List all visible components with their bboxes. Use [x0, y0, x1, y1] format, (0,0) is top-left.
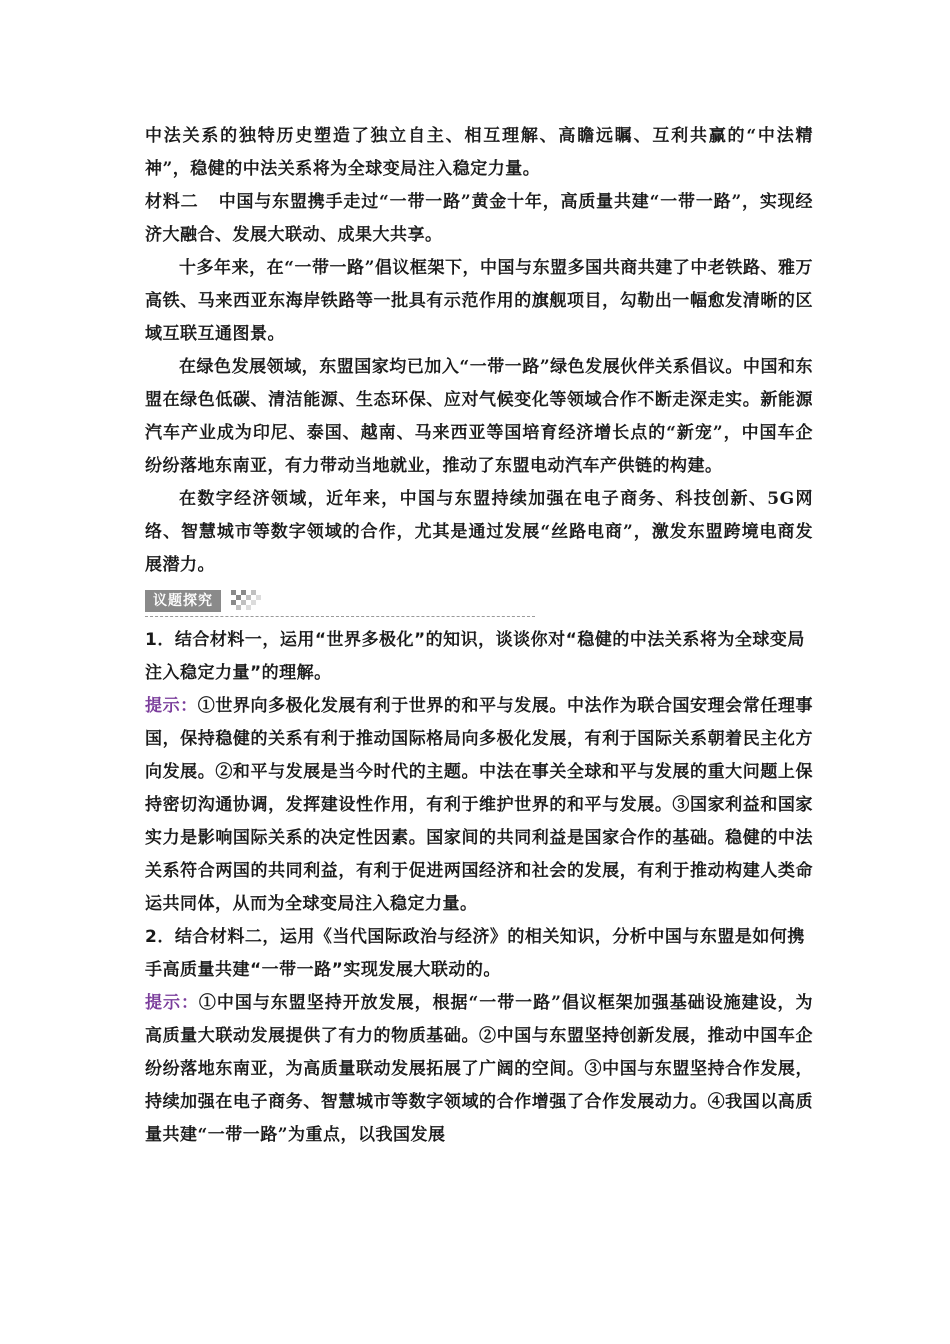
material2-label: 材料二	[145, 192, 199, 212]
answer-1	[145, 690, 813, 921]
question-2: 2．结合材料二，运用《当代国际政治与经济》的相关知识，分析中国与东盟是如何携手高质量共建“一带一路”实现发展大联动的。	[145, 927, 805, 980]
section-badge: 议题探究	[145, 590, 221, 612]
section-divider	[145, 616, 535, 617]
hint-label: 提示：	[145, 696, 198, 716]
hint-label: 提示：	[145, 993, 199, 1013]
hint-text: ①世界向多极化发展有利于世界的和平与发展。中法作为联合国安理会常任理事国，保持稳健的关系有利于推动国际格局向多极化发展，有利于国际关系朝着民主化方向发展。②和平与发展是当今时代的主题。中法在事关全球和平与发展的重大问题上保持密切沟通协调，发挥建设性作用，有利于维护世界的和平与发展。③国家利益和国家实力是影响国际关系的决定性因素。国家间的共同利益是国家合作的基础。稳健的中法关系符合两国的共同利益，有利于促进两国经济和社会的发展，有利于推动构建人类命运共同体，从而为全球变局注入稳定力量。	[145, 696, 814, 914]
answer-2	[145, 987, 813, 1152]
question-1: 1．结合材料一，运用“世界多极化”的知识，谈谈你对“稳健的中法关系将为全球变局注入稳定力量”的理解。	[145, 630, 805, 683]
paragraph-green-development: 在绿色发展领域，东盟国家均已加入“一带一路”绿色发展伙伴关系倡议。中国和东盟在绿色低碳、清洁能源、生态环保、应对气候变化等领域合作不断走深走实。新能源汽车产业成为印尼、泰国、越南、马来西亚等国培育经济增长点的“新宠”，中国车企纷纷落地东南亚，有力带动当地就业，推动了东盟电动汽车产供链的构建。	[145, 357, 813, 476]
paragraph-material1-end: 中法关系的独特历史塑造了独立自主、相互理解、高瞻远瞩、互利共赢的“中法精神”，稳健的中法关系将为全球变局注入稳定力量。	[145, 126, 813, 179]
paragraph-digital-economy: 在数字经济领域，近年来，中国与东盟持续加强在电子商务、科技创新、5G网络、智慧城市等数字领域的合作，尤其是通过发展“丝路电商”，激发东盟跨境电商发展潜力。	[145, 489, 813, 575]
hint-text: ①中国与东盟坚持开放发展，根据“一带一路”倡议框架加强基础设施建设，为高质量大联动发展提供了有力的物质基础。②中国与东盟坚持创新发展，推动中国车企纷纷落地东南亚，为高质量联动发展拓展了广阔的空间。③中国与东盟坚持合作发展，持续加强在电子商务、智慧城市等数字领域的合作增强了合作发展动力。④我国以高质量共建“一带一路”为重点，以我国发展	[145, 993, 814, 1145]
document-page	[145, 120, 813, 1152]
material2-intro-text: 中国与东盟携手走过“一带一路”黄金十年，高质量共建“一带一路”，实现经济大融合、发展大联动、成果大共享。	[145, 192, 813, 245]
checker-decoration-icon	[231, 590, 261, 612]
section-header	[145, 588, 813, 618]
paragraph-material2-intro	[145, 186, 813, 252]
paragraph-railway: 十多年来，在“一带一路”倡议框架下，中国与东盟多国共商共建了中老铁路、雅万高铁、马来西亚东海岸铁路等一批具有示范作用的旗舰项目，勾勒出一幅愈发清晰的区域互联互通图景。	[145, 258, 813, 344]
